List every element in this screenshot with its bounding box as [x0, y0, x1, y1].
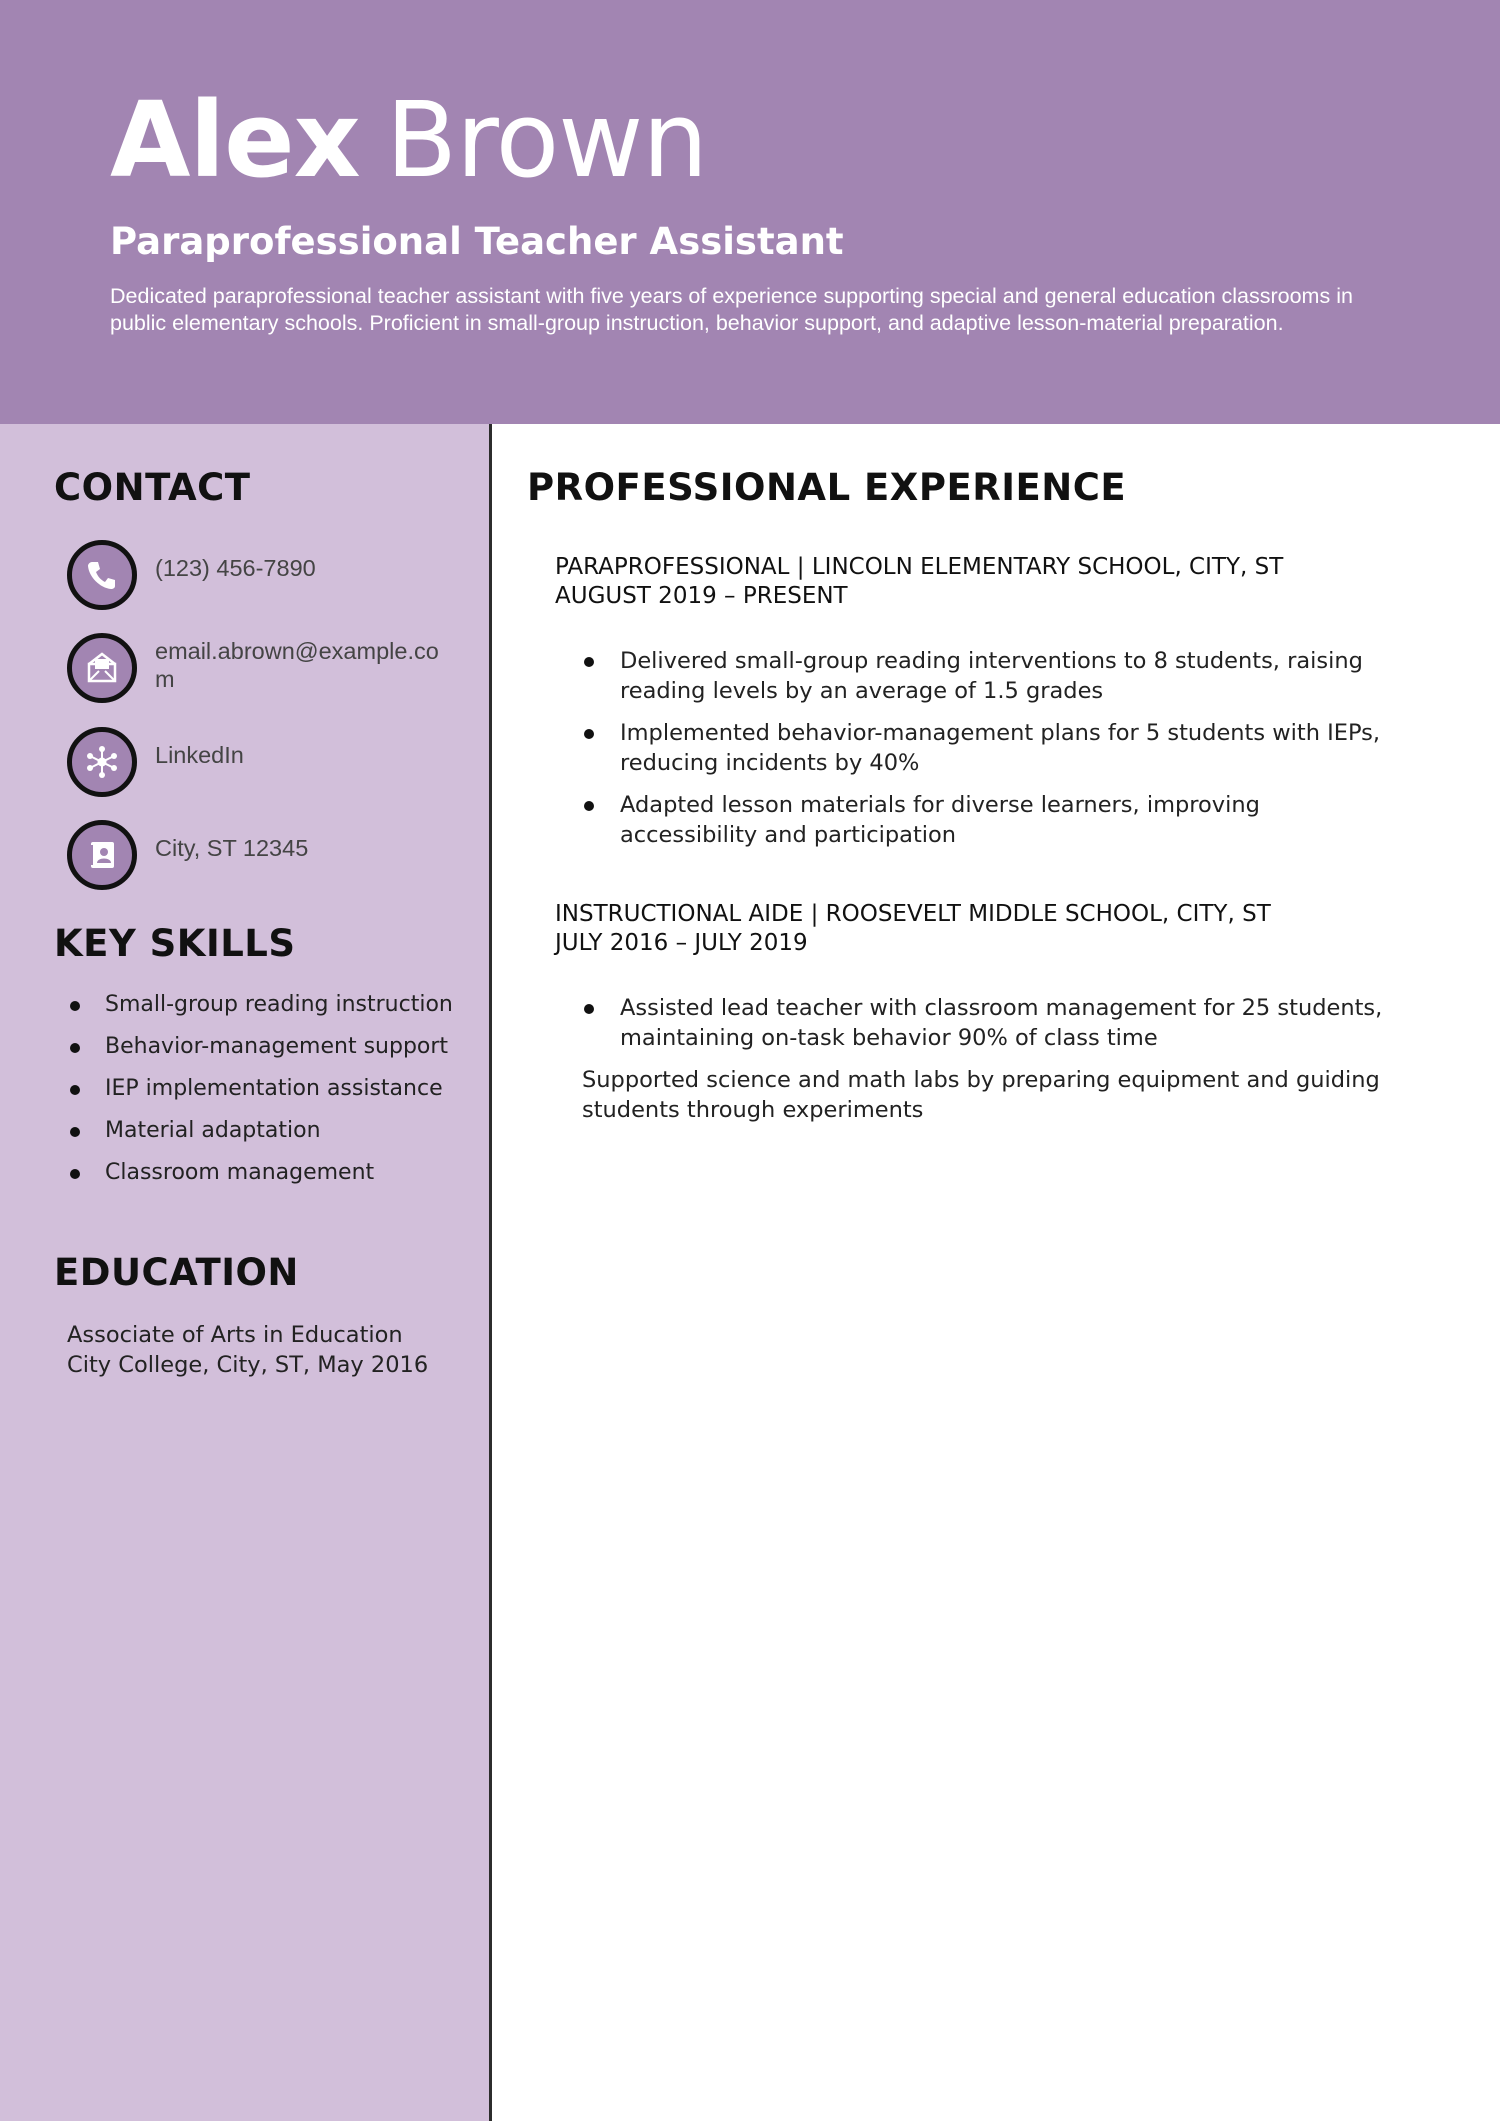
contact-address — [67, 820, 467, 890]
skill-item: Behavior-management support — [55, 1032, 465, 1062]
job-title-line: INSTRUCTIONAL AIDE | ROOSEVELT MIDDLE SCHOOL, CITY, ST — [555, 901, 1271, 927]
job-dates: JULY 2016 – JULY 2019 — [555, 930, 808, 956]
phone-icon — [67, 540, 137, 610]
job-dates: AUGUST 2019 – PRESENT — [555, 583, 848, 609]
job-bullets — [580, 993, 1400, 1065]
email-icon — [67, 633, 137, 703]
job-title-line: PARAPROFESSIONAL | LINCOLN ELEMENTARY SCHOOL, CITY, ST — [555, 554, 1284, 580]
column-divider — [489, 424, 492, 2121]
contact-email — [67, 633, 467, 703]
education-degree: Associate of Arts in Education — [67, 1322, 403, 1348]
job-bullet: Adapted lesson materials for diverse learners, improving accessibility and participation — [580, 790, 1400, 850]
candidate-name — [110, 79, 708, 201]
skill-item: Small-group reading instruction — [55, 990, 465, 1020]
contact-phone — [67, 540, 467, 610]
skill-item: Material adaptation — [55, 1116, 465, 1146]
job-title: Paraprofessional Teacher Assistant — [110, 220, 844, 263]
address-icon — [67, 820, 137, 890]
address-text: City, ST 12345 — [155, 835, 309, 861]
contact-linkedin — [67, 727, 467, 797]
skills-list — [55, 990, 465, 1200]
linkedin-text: LinkedIn — [155, 742, 244, 768]
linkedin-icon — [67, 727, 137, 797]
experience-heading: PROFESSIONAL EXPERIENCE — [527, 466, 1127, 509]
education-heading: EDUCATION — [54, 1251, 299, 1294]
skill-item: IEP implementation assistance — [55, 1074, 465, 1104]
first-name: Alex — [110, 79, 360, 201]
summary-text: Dedicated paraprofessional teacher assistant with five years of experience supporting special and general education classrooms in public elementary schools. Proficient in small-group instruction, behavior support, and adaptive lesson-material preparation. — [110, 284, 1353, 335]
resume-header — [0, 0, 1500, 424]
email-text: email.abrown@example.com — [155, 638, 439, 692]
job-bullet: Delivered small-group reading interventions to 8 students, raising reading levels by an average of 1.5 grades — [580, 646, 1400, 706]
skills-heading: KEY SKILLS — [54, 922, 296, 965]
last-name: Brown — [385, 79, 708, 201]
job-bullet: Implemented behavior-management plans for 5 students with IEPs, reducing incidents by 40% — [580, 718, 1400, 778]
contact-heading: CONTACT — [54, 466, 251, 509]
job-extra-text: Supported science and math labs by preparing equipment and guiding students through experiments — [582, 1067, 1380, 1123]
job-bullet: Assisted lead teacher with classroom management for 25 students, maintaining on-task behavior 90% of class time — [580, 993, 1400, 1053]
job-bullets — [580, 646, 1400, 862]
skill-item: Classroom management — [55, 1158, 465, 1188]
phone-text: (123) 456-7890 — [155, 555, 316, 581]
education-school: City College, City, ST, May 2016 — [67, 1352, 429, 1378]
